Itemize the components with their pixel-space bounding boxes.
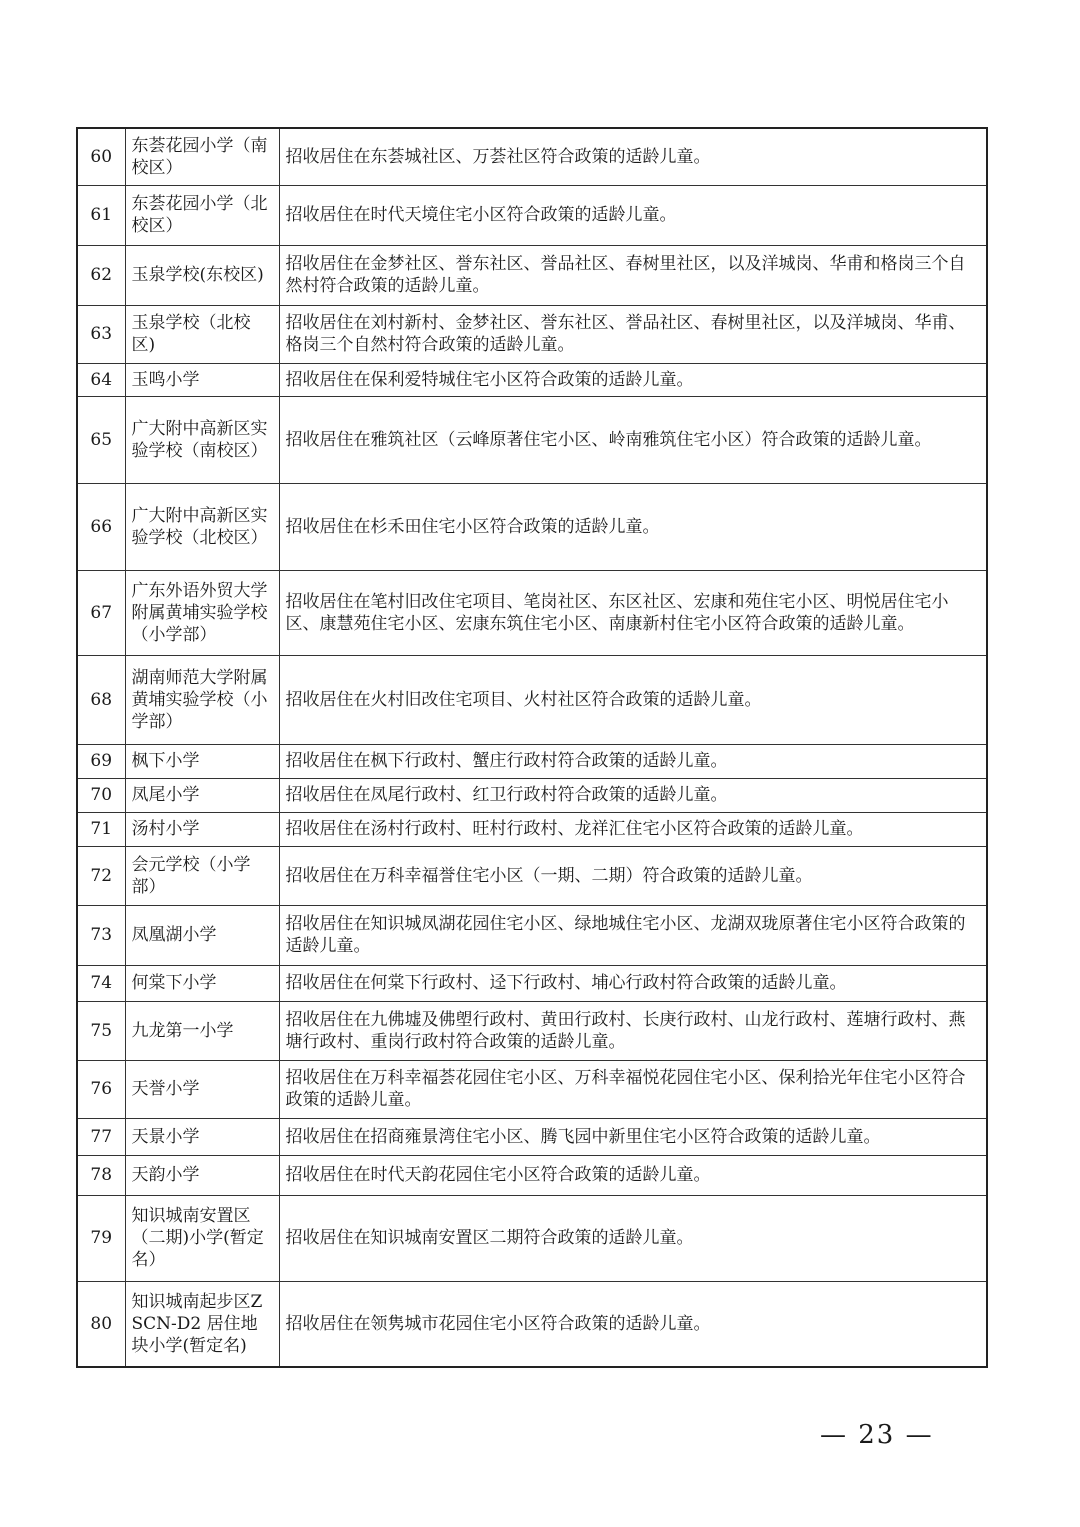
enrollment-description: 招收居住在杉禾田住宅小区符合政策的适龄儿童。	[279, 483, 987, 570]
school-name: 广大附中高新区实验学校（南校区）	[125, 396, 279, 483]
enrollment-description: 招收居住在知识城南安置区二期符合政策的适龄儿童。	[279, 1195, 987, 1281]
table-row	[77, 245, 987, 305]
school-name: 凤凰湖小学	[125, 905, 279, 965]
school-name: 会元学校（小学部）	[125, 846, 279, 905]
school-name: 天景小学	[125, 1118, 279, 1155]
row-number: 69	[77, 744, 125, 778]
row-number: 66	[77, 483, 125, 570]
table-row	[77, 1001, 987, 1060]
school-name: 何棠下小学	[125, 965, 279, 1001]
enrollment-description: 招收居住在东荟城社区、万荟社区符合政策的适龄儿童。	[279, 128, 987, 185]
school-name: 知识城南安置区（二期)小学(暂定名）	[125, 1195, 279, 1281]
school-name: 九龙第一小学	[125, 1001, 279, 1060]
table-row	[77, 363, 987, 396]
table-row	[77, 1195, 987, 1281]
school-name: 玉鸣小学	[125, 363, 279, 396]
school-name: 广东外语外贸大学附属黄埔实验学校（小学部）	[125, 570, 279, 655]
row-number: 65	[77, 396, 125, 483]
table-row	[77, 185, 987, 245]
enrollment-description: 招收居住在笔村旧改住宅项目、笔岗社区、东区社区、宏康和苑住宅小区、明悦居住宅小区、康慧苑住宅小区、宏康东筑住宅小区、南康新村住宅小区符合政策的适龄儿童。	[279, 570, 987, 655]
enrollment-description: 招收居住在雅筑社区（云峰原著住宅小区、岭南雅筑住宅小区）符合政策的适龄儿童。	[279, 396, 987, 483]
table-row	[77, 570, 987, 655]
table-row	[77, 1060, 987, 1118]
enrollment-description: 招收居住在汤村行政村、旺村行政村、龙祥汇住宅小区符合政策的适龄儿童。	[279, 812, 987, 846]
row-number: 77	[77, 1118, 125, 1155]
table-row	[77, 1118, 987, 1155]
enrollment-description: 招收居住在万科幸福誉住宅小区（一期、二期）符合政策的适龄儿童。	[279, 846, 987, 905]
enrollment-description: 招收居住在刘村新村、金梦社区、誉东社区、誉品社区、春树里社区，以及洋城岗、华甫、格岗三个自然村符合政策的适龄儿童。	[279, 305, 987, 363]
row-number: 62	[77, 245, 125, 305]
enrollment-description: 招收居住在何棠下行政村、迳下行政村、埔心行政村符合政策的适龄儿童。	[279, 965, 987, 1001]
row-number: 76	[77, 1060, 125, 1118]
school-name: 知识城南起步区ZSCN-D2 居住地块小学(暂定名)	[125, 1281, 279, 1367]
table-row	[77, 396, 987, 483]
table-row	[77, 744, 987, 778]
page-number: — 23 —	[820, 1420, 934, 1450]
school-name: 玉泉学校(东校区)	[125, 245, 279, 305]
row-number: 74	[77, 965, 125, 1001]
enrollment-description: 招收居住在万科幸福荟花园住宅小区、万科幸福悦花园住宅小区、保利拾光年住宅小区符合政策的适龄儿童。	[279, 1060, 987, 1118]
school-name: 汤村小学	[125, 812, 279, 846]
school-name: 玉泉学校（北校区)	[125, 305, 279, 363]
table-row	[77, 1155, 987, 1195]
table-row	[77, 778, 987, 812]
row-number: 72	[77, 846, 125, 905]
enrollment-description: 招收居住在领隽城市花园住宅小区符合政策的适龄儿童。	[279, 1281, 987, 1367]
enrollment-description: 招收居住在金梦社区、誉东社区、誉品社区、春树里社区，以及洋城岗、华甫和格岗三个自然村符合政策的适龄儿童。	[279, 245, 987, 305]
row-number: 64	[77, 363, 125, 396]
row-number: 63	[77, 305, 125, 363]
table-row	[77, 305, 987, 363]
table-row	[77, 965, 987, 1001]
school-enrollment-table	[76, 127, 988, 1368]
row-number: 79	[77, 1195, 125, 1281]
enrollment-description: 招收居住在时代天韵花园住宅小区符合政策的适龄儿童。	[279, 1155, 987, 1195]
row-number: 68	[77, 655, 125, 744]
table-row	[77, 846, 987, 905]
school-name: 广大附中高新区实验学校（北校区）	[125, 483, 279, 570]
row-number: 78	[77, 1155, 125, 1195]
school-name: 天誉小学	[125, 1060, 279, 1118]
row-number: 80	[77, 1281, 125, 1367]
table-row	[77, 1281, 987, 1367]
school-name: 枫下小学	[125, 744, 279, 778]
row-number: 61	[77, 185, 125, 245]
enrollment-description: 招收居住在凤尾行政村、红卫行政村符合政策的适龄儿童。	[279, 778, 987, 812]
row-number: 75	[77, 1001, 125, 1060]
school-name: 天韵小学	[125, 1155, 279, 1195]
enrollment-description: 招收居住在知识城凤湖花园住宅小区、绿地城住宅小区、龙湖双珑原著住宅小区符合政策的适龄儿童。	[279, 905, 987, 965]
enrollment-description: 招收居住在保利爱特城住宅小区符合政策的适龄儿童。	[279, 363, 987, 396]
enrollment-description: 招收居住在枫下行政村、蟹庄行政村符合政策的适龄儿童。	[279, 744, 987, 778]
row-number: 73	[77, 905, 125, 965]
row-number: 70	[77, 778, 125, 812]
school-name: 凤尾小学	[125, 778, 279, 812]
school-name: 湖南师范大学附属黄埔实验学校（小学部）	[125, 655, 279, 744]
row-number: 60	[77, 128, 125, 185]
enrollment-description: 招收居住在九佛墟及佛塱行政村、黄田行政村、长庚行政村、山龙行政村、莲塘行政村、燕塘行政村、重岗行政村符合政策的适龄儿童。	[279, 1001, 987, 1060]
row-number: 67	[77, 570, 125, 655]
school-name: 东荟花园小学（北校区）	[125, 185, 279, 245]
school-name: 东荟花园小学（南校区）	[125, 128, 279, 185]
table-row	[77, 812, 987, 846]
row-number: 71	[77, 812, 125, 846]
enrollment-description: 招收居住在时代天境住宅小区符合政策的适龄儿童。	[279, 185, 987, 245]
enrollment-description: 招收居住在火村旧改住宅项目、火村社区符合政策的适龄儿童。	[279, 655, 987, 744]
enrollment-description: 招收居住在招商雍景湾住宅小区、腾飞园中新里住宅小区符合政策的适龄儿童。	[279, 1118, 987, 1155]
table-row	[77, 905, 987, 965]
table-row	[77, 655, 987, 744]
table-row	[77, 128, 987, 185]
table-row	[77, 483, 987, 570]
